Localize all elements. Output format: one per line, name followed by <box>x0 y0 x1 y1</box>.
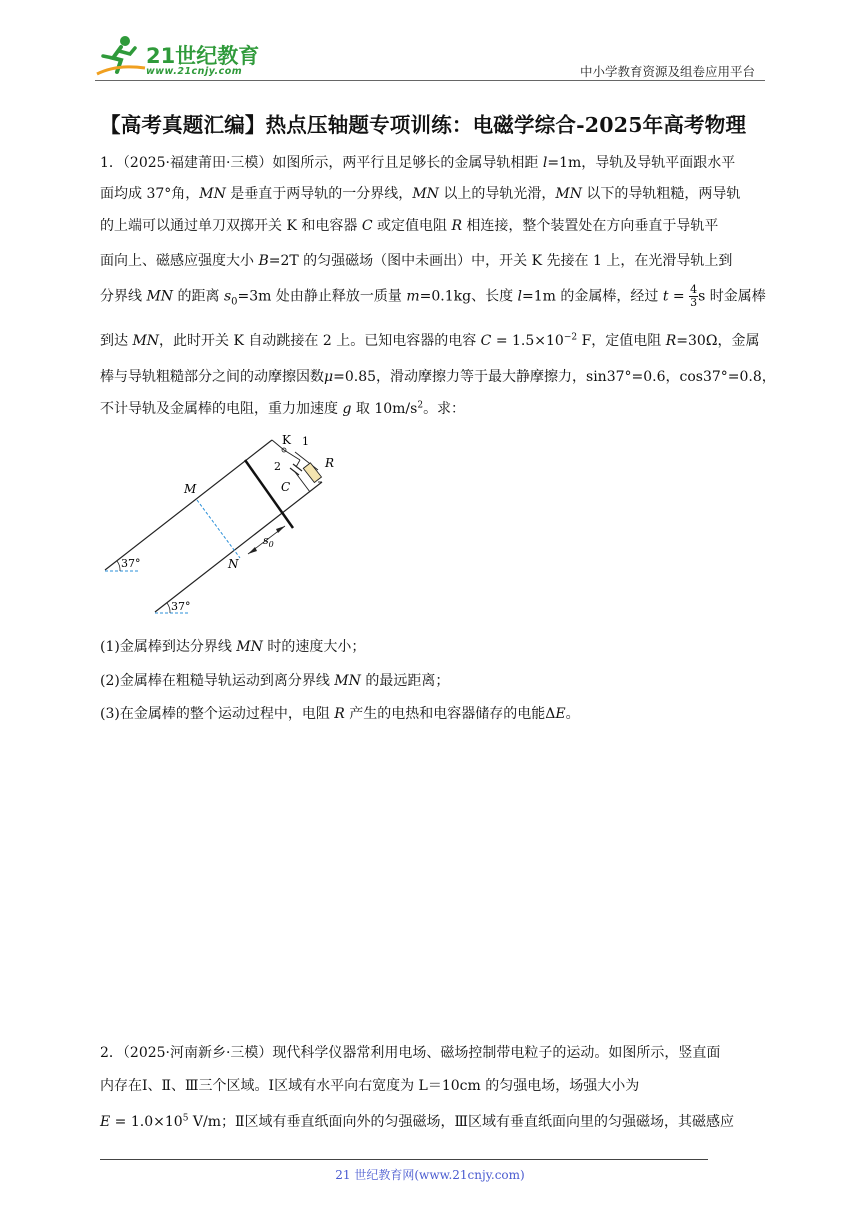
q1-line-7: 棒与导轨粗糙部分之间的动摩擦因数μ=0.85，滑动摩擦力等于最大静摩擦力，sin37°=0.6，cos37°=0.8， <box>100 369 776 385</box>
upper-rail <box>105 440 272 570</box>
logo-url: www.21cnjy.com <box>146 66 243 77</box>
angle-label-bottom: 37° <box>171 600 191 613</box>
footer-link[interactable]: 21 世纪教育网(www.21cnjy.com) <box>335 1168 525 1182</box>
q2-line-2: 内存在Ⅰ、Ⅱ、Ⅲ三个区域。Ⅰ区域有水平向右宽度为 L＝10cm 的匀强电场，场强大小为 <box>100 1078 640 1094</box>
q1-line-1: 1．（2025·福建莆田·三模）如图所示，两平行且足够长的金属导轨相距 l=1m，导轨及导轨平面跟水平 <box>100 155 736 171</box>
capacitor-plate <box>290 468 299 475</box>
label-s0: $s_0$ <box>263 534 274 549</box>
label-c: C <box>281 480 291 494</box>
label-2: 2 <box>274 460 281 473</box>
switch-blade <box>284 450 300 460</box>
label-k: K <box>282 433 291 447</box>
metal-rod <box>245 460 293 528</box>
label-1: 1 <box>302 435 309 448</box>
label-n: N <box>228 557 239 571</box>
boundary-mn-line <box>197 500 240 558</box>
logo-text: 21世纪教育 <box>146 44 260 68</box>
q1-line-3: 的上端可以通过单刀双掷开关 K 和电容器 C 或定值电阻 R 相连接，整个装置处在方向垂直于导轨平 <box>100 218 719 234</box>
label-r: R <box>325 456 335 470</box>
q1-line-2: 面均成 37°角，MN 是垂直于两导轨的一分界线，MN 以上的导轨光滑，MN 以下的导轨粗糙，两导轨 <box>100 186 741 202</box>
q1-line-6: 到达 MN，此时开关 K 自动跳接在 2 上。已知电容器的电容 $C = 1.5\times 10^{-2}$ F，定值电阻 R=30Ω，金属 <box>100 332 760 349</box>
q1-sub-1: (1)金属棒到达分界线 MN 时的速度大小； <box>100 639 366 655</box>
angle-label-top: 37° <box>121 557 141 570</box>
document-title: 【高考真题汇编】热点压轴题专项训练：电磁学综合-2025年高考物理 <box>100 113 747 137</box>
lower-rail <box>155 482 322 612</box>
time-fraction: $\frac{4}{3}$ <box>690 283 698 309</box>
q1-line-4: 面向上、磁感应强度大小 B=2T 的匀强磁场（图中未画出）中，开关 K 先接在 1 上，在光滑导轨上到 <box>100 253 733 269</box>
runner-logo-icon <box>95 34 147 80</box>
q1-sub-2: (2)金属棒在粗糙导轨运动到离分界线 MN 的最远距离； <box>100 673 450 689</box>
q2-line-1: 2．（2025·河南新乡·三模）现代科学仪器常利用电场、磁场控制带电粒子的运动。如图所示，竖直面 <box>100 1045 721 1061</box>
resistor-icon <box>303 463 321 483</box>
footer-divider <box>100 1159 708 1160</box>
q1-line-8: 不计导轨及金属棒的电阻，重力加速度 g 取 $10m/s^2$。求： <box>100 400 466 417</box>
q1-line-5: 分界线 MN 的距离 $s_0=3m$ 处由静止释放一质量 m=0.1kg、长度 l=1m 的金属棒，经过 t = $\frac{4}{3}$ s 时金属棒 <box>100 283 766 309</box>
q2-line-3: $E = 1.0\times 10^5$ V/m；Ⅱ区域有垂直纸面向外的匀强磁场，Ⅲ区域有垂直纸面向里的匀强磁场，其磁感应 <box>100 1113 734 1130</box>
header-platform-name: 中小学教育资源及组卷应用平台 <box>580 64 756 79</box>
branch-2-wire <box>296 460 300 467</box>
inclined-rails-diagram <box>100 430 340 620</box>
label-m: M <box>184 482 197 496</box>
header-divider <box>95 80 765 81</box>
q1-sub-3: (3)在金属棒的整个运动过程中，电阻 R 产生的电热和电容器储存的电能ΔE。 <box>100 706 580 722</box>
